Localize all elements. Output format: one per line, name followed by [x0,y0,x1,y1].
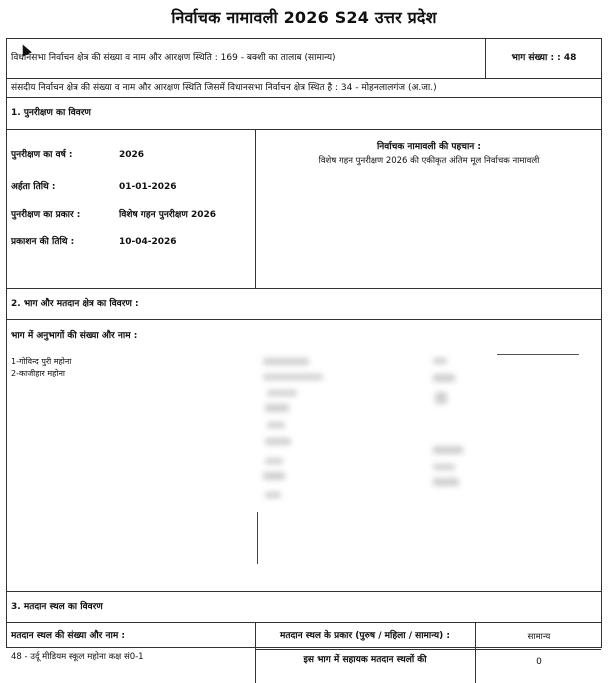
list-item: 1-गोविन्द पुरी महोना [11,357,72,366]
assembly-row [7,39,601,79]
publication-date-label: प्रकाशन की तिथि : [11,237,75,247]
revision-year-label: पुनरीक्षण का वर्ष : [11,150,73,160]
assembly-constituency-text: विधानसभा निर्वाचन क्षेत्र की संख्या व नाम और आरक्षण स्थिति : 169 - बक्शी का तालाब (सामान्य) [11,53,336,63]
roll-identification-title: निर्वाचक नामावली की पहचान : [376,142,482,152]
divider [485,39,486,78]
qualifying-date-label: अर्हता तिथि : [11,182,56,192]
divider [475,623,476,683]
list-item: 2-काजीहार महोना [11,369,65,378]
polling-station-row [7,623,601,649]
revision-type-label: पुनरीक्षण का प्रकार : [11,210,81,220]
section-3-heading: 3. मतदान स्थल का विवरण [11,602,103,612]
parts-heading: भाग में अनुभागों की संख्या और नाम : [11,331,138,341]
revision-type-value: विशेष गहन पुनरीक्षण 2026 [119,210,217,220]
qualifying-date-value: 01-01-2026 [119,182,177,192]
parts-details [7,320,601,592]
section-1-header [7,98,601,130]
map-edge-line [257,512,258,564]
blurred-map-image [257,346,587,576]
parliament-row [7,79,601,98]
parliamentary-constituency-text: संसदीय निर्वाचन क्षेत्र की संख्या व नाम और आरक्षण स्थिति जिसमें विधानसभा निर्वाचन क्षेत्र स्थित है : 34 - मोहनलालगंज (अ.जा.) [11,83,437,93]
section-2-header [7,289,601,320]
polling-station-type-value: सामान्य [527,632,551,642]
divider [255,649,601,650]
auxiliary-stations-label: इस भाग में सहायक मतदान स्थलों की [303,655,427,665]
revision-year-value: 2026 [119,150,145,160]
part-number: भाग संख्या : : 48 [511,53,577,63]
electoral-roll-cover [6,38,602,667]
polling-station-name: 48 - उर्दू मीडियम स्कूल महोना कक्ष सं0-1 [11,652,144,662]
divider [255,130,256,288]
publication-date-value: 10-04-2026 [119,237,177,247]
parts-list [11,356,71,380]
roll-identification-value: विशेष गहन पुनरीक्षण 2026 की एकीकृत अंतिम मूल निर्वाचक नामावली [318,156,540,166]
section-1-heading: 1. पुनरीक्षण का विवरण [11,108,91,118]
divider [255,623,256,683]
page-title: निर्वाचक नामावली 2026 S24 उत्तर प्रदेश [171,8,437,27]
polling-station-label: मतदान स्थल की संख्या और नाम : [11,631,125,641]
section-3-header [7,592,601,623]
section-2-heading: 2. भाग और मतदान क्षेत्र का विवरण : [11,299,139,309]
map-rule-line [497,354,579,355]
revision-details [7,130,601,289]
auxiliary-stations-value: 0 [536,657,542,667]
polling-station-type-label: मतदान स्थल के प्रकार (पुरुष / महिला / सामान्य) : [280,631,450,641]
